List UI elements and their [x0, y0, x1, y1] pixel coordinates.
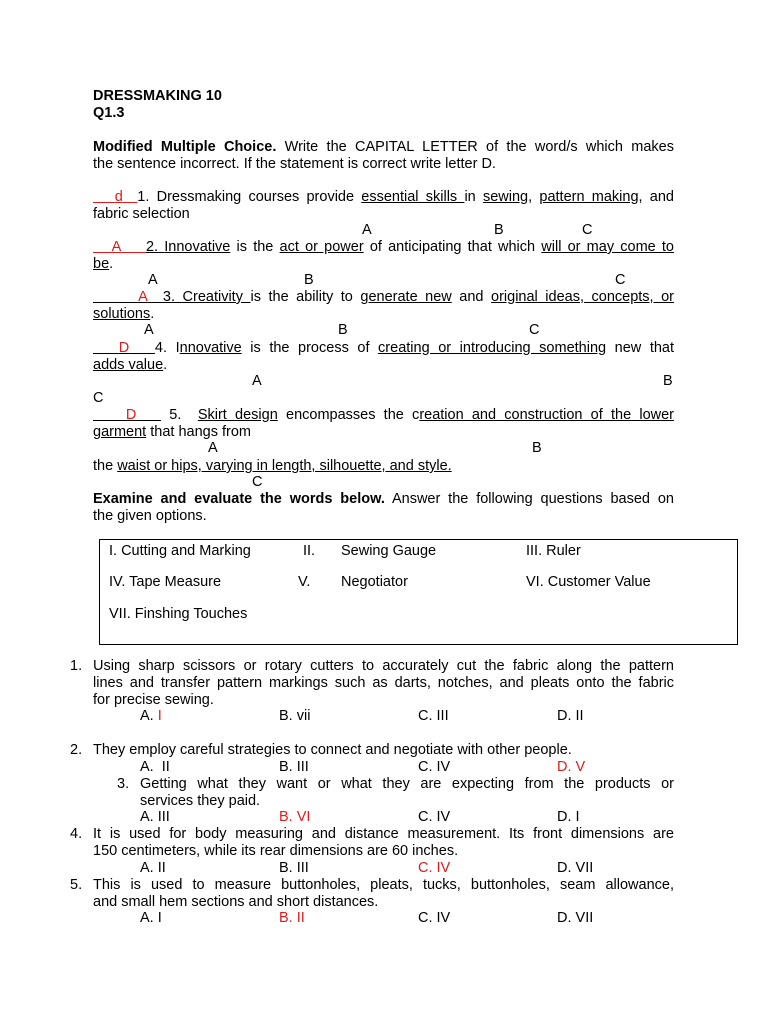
option-c-5: waist or hips, varying in length, silhouette, and style. — [117, 458, 452, 474]
examine-heading: Examine and evaluate the words below. — [93, 491, 385, 507]
option-v: Negotiator — [341, 574, 408, 590]
label-b-3: B — [338, 322, 348, 338]
question-5-text: This is used to measure buttonholes, pleats, tucks, buttonholes, seam allowance, and small hem sections and short distances. — [93, 877, 674, 910]
label-c-4: C — [93, 390, 104, 406]
answer-blank-4[interactable]: D — [118, 340, 130, 356]
option-iv: IV. Tape Measure — [109, 574, 222, 590]
choice-q3-a[interactable]: A. III — [140, 809, 170, 825]
option-b-3: generate new — [360, 289, 452, 305]
option-b-4: creating or introducing something — [378, 340, 607, 356]
label-a-1: A — [362, 222, 372, 238]
option-vii: VII. Finshing Touches — [109, 606, 248, 622]
choice-q5-a[interactable]: A. I — [140, 910, 162, 926]
choice-q3-d[interactable]: D. I — [557, 809, 580, 825]
document-title: DRESSMAKING 10 — [93, 88, 222, 104]
option-b-5: reation and construction of the lower — [419, 407, 675, 423]
item-3: A 3. Creativity is the ability to generate new and original ideas, concepts, or solutions. — [93, 289, 675, 322]
option-ii: Sewing Gauge — [341, 543, 437, 559]
question-4-number: 4. — [70, 826, 83, 842]
item-4: D 4. Innovative is the process of creating or introducing something new that adds value. — [93, 340, 675, 373]
choice-q3-b[interactable]: B. VI — [279, 809, 311, 825]
choice-q2-b[interactable]: B. III — [279, 759, 309, 775]
document-code: Q1.3 — [93, 105, 125, 121]
option-a-3: Creativity — [182, 289, 251, 305]
item-5: D 5. Skirt design encompasses the creation and construction of the lower garment that hangs from — [93, 407, 675, 440]
question-3-text: Getting what they want or what they are expecting from the products or services they paid. — [140, 776, 674, 809]
option-b-2: act or power — [279, 239, 364, 255]
choice-q1-a[interactable]: A. I — [140, 708, 162, 724]
question-4-text: It is used for body measuring and distance measurement. Its front dimensions are 150 centimeters, while its rear dimensions are 60 inches. — [93, 826, 674, 859]
label-a-2: A — [148, 272, 158, 288]
label-a-5: A — [208, 440, 218, 456]
label-b-5: B — [532, 440, 542, 456]
choice-q3-c[interactable]: C. IV — [418, 809, 451, 825]
option-a-1: essential skills — [361, 189, 465, 205]
instructions-line1: Write the CAPITAL LETTER of the word/s which makes — [276, 139, 674, 155]
item-5-line3: the waist or hips, varying in length, silhouette, and style. — [93, 458, 452, 474]
answer-blank-1[interactable]: d — [114, 189, 123, 205]
item-1: d 1. Dressmaking courses provide essential skills in sewing, pattern making, and fabric selection — [93, 189, 674, 222]
label-a-4: A — [252, 373, 262, 389]
label-c-1: C — [582, 222, 593, 238]
examine-instructions: Examine and evaluate the words below. Answer the following questions based on the given options. — [93, 491, 674, 524]
choice-q5-b[interactable]: B. II — [279, 910, 305, 926]
label-c-2: C — [615, 272, 626, 288]
choice-q5-d[interactable]: D. VII — [557, 910, 594, 926]
choice-q4-a[interactable]: A. II — [140, 860, 166, 876]
option-c-2: will or may come to — [541, 239, 674, 255]
label-b-2: B — [304, 272, 314, 288]
option-iii: III. Ruler — [526, 543, 581, 559]
option-i: I. Cutting and Marking — [109, 543, 251, 559]
label-b-1: B — [494, 222, 504, 238]
choice-q1-c[interactable]: C. III — [418, 708, 449, 724]
instructions-heading: Modified Multiple Choice. — [93, 139, 277, 155]
choice-q2-d[interactable]: D. V — [557, 759, 586, 775]
label-b-4: B — [663, 373, 673, 389]
option-v-numeral: V. — [298, 574, 311, 590]
choice-q2-c[interactable]: C. IV — [418, 759, 451, 775]
option-ii-numeral: II. — [303, 543, 316, 559]
question-3-number: 3. — [117, 776, 130, 792]
answer-blank-3[interactable]: A 3. Creativity — [138, 289, 251, 305]
choice-q5-c[interactable]: C. IV — [418, 910, 451, 926]
choice-q4-d[interactable]: D. VII — [557, 860, 594, 876]
choice-q1-d[interactable]: D. II — [557, 708, 584, 724]
choice-q1-b[interactable]: B. vii — [279, 708, 311, 724]
item-2: A 2. Innovative is the act or power of anticipating that which will or may come to be. — [93, 239, 674, 272]
instructions-line2: the sentence incorrect. If the statement is correct write letter D. — [93, 156, 496, 172]
question-1-text: Using sharp scissors or rotary cutters to accurately cut the fabric along the pattern lines and transfer pattern markings such as darts, notches, and pleats onto the fabric for precise sewing. — [93, 658, 674, 708]
choice-q4-c[interactable]: C. IV — [418, 860, 451, 876]
option-c-3: original ideas, concepts, or — [491, 289, 675, 305]
option-vi: VI. Customer Value — [526, 574, 651, 590]
question-5-number: 5. — [70, 877, 83, 893]
option-c-4: adds value — [93, 357, 164, 373]
instructions — [93, 139, 674, 173]
label-c-5: C — [252, 474, 263, 490]
label-a-3: A — [144, 322, 154, 338]
label-c-3: C — [529, 322, 540, 338]
option-a-5: Skirt design — [197, 407, 278, 423]
answer-blank-2[interactable]: A — [111, 239, 122, 255]
option-a-4: nnovative — [179, 340, 242, 356]
answer-blank-5[interactable]: D — [125, 407, 137, 423]
choice-q2-a[interactable]: A. II — [140, 759, 170, 775]
question-2-number: 2. — [70, 742, 83, 758]
question-2-text: They employ careful strategies to connect and negotiate with other people. — [93, 742, 572, 758]
choice-q4-b[interactable]: B. III — [279, 860, 309, 876]
question-1-number: 1. — [70, 658, 83, 674]
option-a-2: Innovative — [164, 239, 231, 255]
option-c-1: pattern making — [539, 189, 639, 205]
option-b-1: sewing — [482, 189, 529, 205]
